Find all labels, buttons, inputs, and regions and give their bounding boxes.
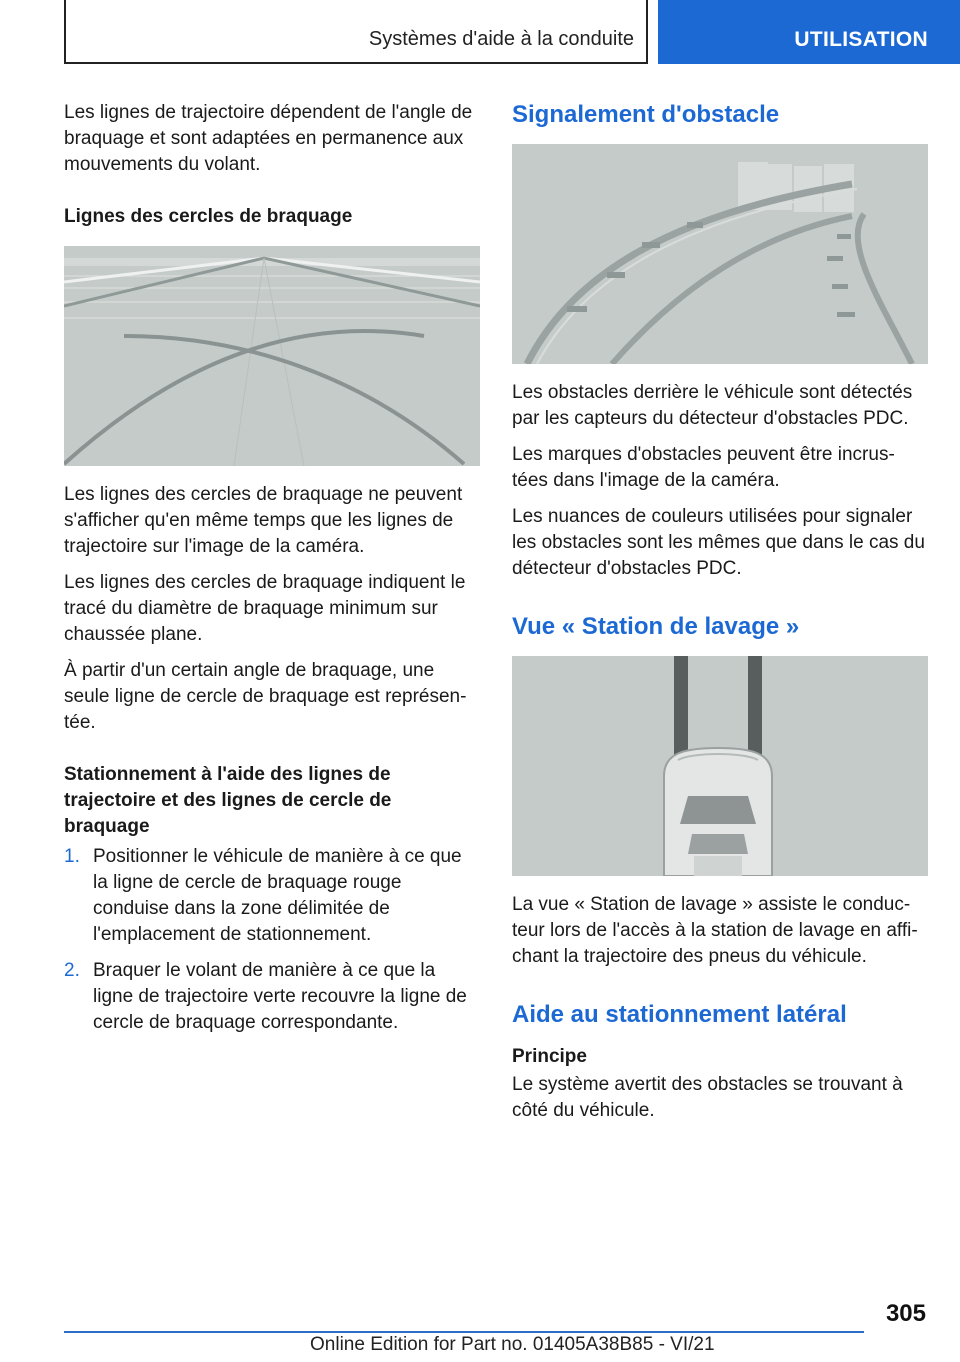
list-item bbox=[64, 958, 480, 1036]
left-column bbox=[64, 100, 480, 1046]
turning-paragraph-1: Les lignes des cercles de braquage ne peuvent s'afficher qu'en même temps que les lignes de trajectoire sur l'image de la caméra. bbox=[64, 484, 463, 557]
header-chapter-label: UTILISATION bbox=[794, 28, 928, 51]
turning-circle-lines-image bbox=[64, 246, 480, 466]
footer-edition-text: Online Edition for Part no. 01405A38B85 - VI/21 bbox=[310, 1334, 715, 1355]
step-number: 2. bbox=[64, 960, 80, 981]
step-number: 1. bbox=[64, 846, 80, 867]
car-wash-paragraph: La vue « Station de lavage » assiste le conduc‐ teur lors de l'accès à la station de lavage en affi‐ chant la trajectoire des pneus du véhicule. bbox=[512, 894, 918, 967]
header-section-title: Systèmes d'aide à la conduite bbox=[368, 28, 634, 50]
right-column bbox=[512, 100, 928, 1134]
header-section-box bbox=[64, 0, 648, 64]
header-chapter-tab bbox=[658, 0, 960, 64]
list-item bbox=[64, 844, 480, 948]
side-parking-heading: Aide au stationnement latéral bbox=[512, 1001, 847, 1028]
footer-divider bbox=[64, 1331, 864, 1333]
parking-heading: Stationnement à l'aide des lignes de trajectoire et des lignes de cercle de braquage bbox=[64, 764, 392, 837]
obstacle-marks-image bbox=[512, 144, 928, 364]
obstacle-paragraph-1: Les obstacles derrière le véhicule sont détectés par les capteurs du détecteur d'obstacles PDC. bbox=[512, 382, 913, 429]
step-text: Positionner le véhicule de manière à ce que la ligne de cercle de braquage rouge conduise dans la zone délimitée de l'emplacement de stationnement. bbox=[93, 846, 462, 945]
intro-paragraph: Les lignes de trajectoire dépendent de l'angle de braquage et sont adaptées en permanence aux mouvements du volant. bbox=[64, 102, 473, 175]
step-text: Braquer le volant de manière à ce que la ligne de trajectoire verte recouvre la ligne de cercle de braquage correspondante. bbox=[93, 960, 467, 1033]
obstacle-paragraph-3: Les nuances de couleurs utilisées pour signaler les obstacles sont les mêmes que dans le cas du détecteur d'obstacles PDC. bbox=[512, 506, 925, 579]
parking-steps-list bbox=[64, 844, 480, 1036]
turning-paragraph-3: À partir d'un certain angle de braquage, une seule ligne de cercle de braquage est représen‐ tée. bbox=[64, 660, 467, 733]
obstacle-paragraph-2: Les marques d'obstacles peuvent être incrus‐ tées dans l'image de la caméra. bbox=[512, 444, 895, 491]
principle-heading: Principe bbox=[512, 1046, 587, 1067]
turning-paragraph-2: Les lignes des cercles de braquage indiquent le tracé du diamètre de braquage minimum sur chaussée plane. bbox=[64, 572, 466, 645]
page-number: 305 bbox=[885, 1300, 926, 1327]
obstacle-heading: Signalement d'obstacle bbox=[512, 101, 780, 128]
car-wash-view-image bbox=[512, 656, 928, 876]
principle-paragraph: Le système avertit des obstacles se trouvant à côté du véhicule. bbox=[512, 1074, 903, 1121]
car-wash-heading: Vue « Station de lavage » bbox=[512, 613, 800, 640]
turning-circle-heading: Lignes des cercles de braquage bbox=[64, 206, 353, 227]
